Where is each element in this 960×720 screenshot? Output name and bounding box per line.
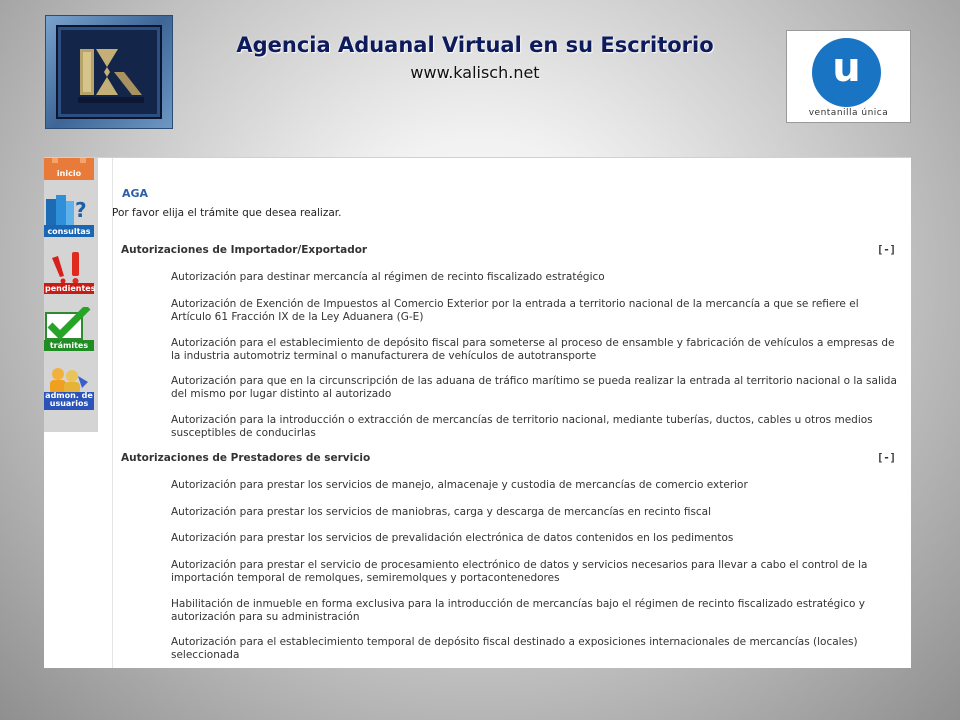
tramite-item[interactable]: Autorización para el establecimiento temporal de depósito fiscal destinado a exposiciones internacionales de mercancías (locales) seleccionada — [171, 636, 858, 661]
content-panel — [44, 157, 911, 668]
intro-text: Por favor elija el trámite que desea realizar. — [112, 207, 342, 219]
tramite-item[interactable]: Habilitación de inmueble en forma exclusiva para la introducción de mercancías bajo el régimen de recinto fiscalizado estratégico y autorización para su administración — [171, 598, 865, 623]
section-toggle-importador[interactable]: [-] — [877, 244, 896, 256]
ventanilla-unica-logo — [786, 30, 911, 123]
tramite-item[interactable]: Autorización para el establecimiento de depósito fiscal para someterse al proceso de ensamble y fabricación de vehículos a empresas de la industria automotriz terminal o manufacturera de vehículos de autotransporte — [171, 337, 895, 362]
nav-admon-usuarios-label: admon. de usuarios — [45, 391, 93, 408]
tramite-item[interactable]: Autorización para prestar el servicio de procesamiento electrónico de datos y servicios necesarios para llevar a cabo el control de la importación temporal de remolques, semiremolques y portacontenedores — [171, 559, 868, 584]
site-title: Agencia Aduanal Virtual en su Escritorio — [236, 33, 714, 57]
nav-admon-usuarios[interactable] — [44, 364, 98, 410]
site-url: www.kalisch.net — [410, 63, 540, 82]
section-title-importador: Autorizaciones de Importador/Exportador — [121, 244, 368, 256]
nav-tramites-label: trámites — [49, 341, 89, 350]
section-title-prestadores: Autorizaciones de Prestadores de servicio — [121, 452, 371, 464]
page-heading: AGA — [122, 187, 149, 200]
nav-consultas[interactable] — [44, 193, 98, 237]
tramite-item[interactable]: Autorización para prestar los servicios de manejo, almacenaje y custodia de mercancías de comercio exterior — [171, 479, 748, 491]
nav-pendientes-label: pendientes — [45, 284, 96, 293]
nav-pendientes[interactable] — [44, 250, 98, 294]
tramite-item[interactable]: Autorización para destinar mercancía al régimen de recinto fiscalizado estratégico — [171, 271, 605, 283]
k-logo-icon — [58, 27, 162, 119]
svg-text:?: ? — [75, 198, 87, 222]
section-toggle-prestadores[interactable]: [-] — [877, 452, 896, 464]
main-area — [112, 158, 911, 668]
ventanilla-label: ventanilla única — [808, 108, 889, 118]
tramite-item[interactable]: Autorización de Exención de Impuestos al Comercio Exterior por la entrada a territorio nacional de la mercancía a que se refiere el Artículo 61 Fracción IX de la Ley Aduanera (G-E) — [171, 298, 859, 323]
sidebar-nav — [44, 158, 98, 432]
nav-tramites[interactable] — [44, 307, 98, 351]
tramite-item[interactable]: Autorización para la introducción o extracción de mercancías de territorio nacional, mediante tuberías, ductos, cables u otros medios susceptibles de conducirlas — [171, 414, 873, 439]
agency-logo — [45, 15, 173, 129]
tramite-item[interactable]: Autorización para prestar los servicios de maniobras, carga y descarga de mercancías en recinto fiscal — [171, 506, 712, 518]
agency-logo-frame — [56, 25, 162, 119]
ventanilla-u-icon: u — [812, 38, 881, 107]
nav-inicio[interactable] — [44, 158, 98, 180]
tramite-item[interactable]: Autorización para que en la circunscripción de las aduana de tráfico marítimo se pueda realizar la entrada al territorio nacional o la salida del mismo por lugar distinto al autorizado — [171, 375, 897, 400]
nav-consultas-label: consultas — [47, 227, 91, 236]
tramite-item[interactable]: Autorización para prestar los servicios de prevalidación electrónica de datos contenidos en los pedimentos — [171, 532, 734, 544]
nav-inicio-label: inicio — [56, 169, 82, 178]
